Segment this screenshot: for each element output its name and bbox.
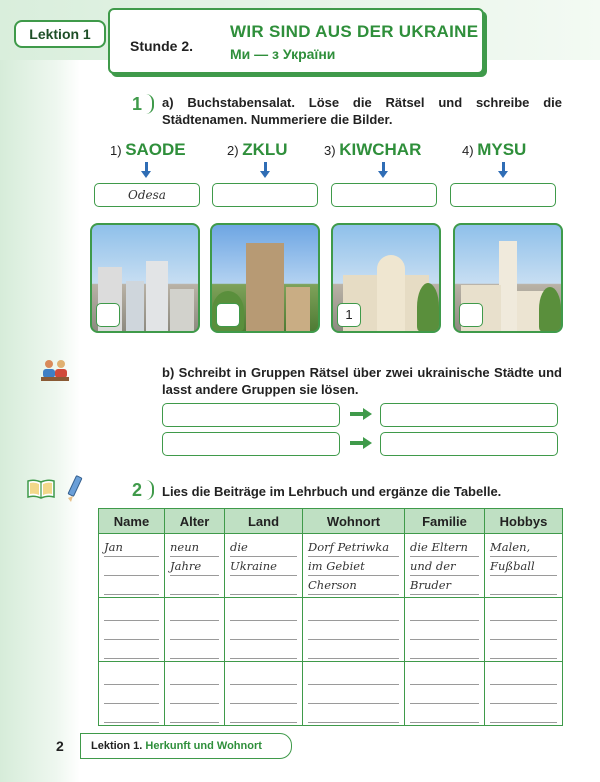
table-row <box>99 662 563 726</box>
photo-number-box-3[interactable]: 1 <box>337 303 361 327</box>
book-icon <box>26 478 56 500</box>
table-cell[interactable]: die Eltern und der Bruder <box>405 534 485 598</box>
pencil-icon <box>62 474 88 504</box>
exercise-number-1: 1 <box>124 92 150 116</box>
riddle-field-2[interactable] <box>162 432 340 456</box>
table-row <box>99 598 563 662</box>
table-cell[interactable] <box>99 662 165 726</box>
table-cell[interactable]: Jan <box>99 534 165 598</box>
puzzle-word-1: 1) SAODE <box>110 140 186 159</box>
info-table <box>98 508 563 726</box>
solution-field-2[interactable] <box>380 432 558 456</box>
table-cell[interactable] <box>405 662 485 726</box>
puzzle-word-2: 2) ZKLU <box>227 140 288 159</box>
answer-field-1[interactable]: Odesa <box>94 183 200 207</box>
column-header: Wohnort <box>303 509 405 534</box>
exercise-1a-instruction: a) Buchstabensalat. Löse die Rätsel und schreibe die Städtenamen. Nummeriere die Bilder. <box>162 95 562 127</box>
solution-field-1[interactable] <box>380 403 558 427</box>
answer-field-3[interactable] <box>331 183 437 207</box>
table-cell[interactable] <box>303 598 405 662</box>
table-cell[interactable]: neun Jahre <box>165 534 225 598</box>
column-header: Alter <box>165 509 225 534</box>
table-cell[interactable] <box>165 598 225 662</box>
answer-field-2[interactable] <box>212 183 318 207</box>
arrow-right-icon <box>350 438 372 448</box>
table-cell[interactable] <box>303 662 405 726</box>
city-photo-2 <box>210 223 320 333</box>
city-photo-3 <box>331 223 441 333</box>
column-header: Familie <box>405 509 485 534</box>
page-subtitle: Ми — з України <box>230 46 336 62</box>
riddle-field-1[interactable] <box>162 403 340 427</box>
table-cell[interactable] <box>405 598 485 662</box>
column-header: Land <box>225 509 303 534</box>
puzzle-word-4: 4) MYSU <box>462 140 527 159</box>
group-work-icon <box>40 358 70 382</box>
lesson-number: Stunde 2. <box>130 38 194 54</box>
city-photo-1 <box>90 223 200 333</box>
column-header: Hobbys <box>485 509 563 534</box>
exercise-1b-instruction: b) Schreibt in Gruppen Rätsel über zwei ukrainische Städte und lasst andere Gruppen sie lösen. <box>162 365 562 397</box>
answer-field-4[interactable] <box>450 183 556 207</box>
table-cell[interactable] <box>485 598 563 662</box>
page-title: WIR SIND AUS DER UKRAINE <box>230 22 479 41</box>
footer-topic: Herkunft und Wohnort <box>145 740 262 752</box>
table-header-row <box>99 509 563 534</box>
column-header: Name <box>99 509 165 534</box>
table-cell[interactable] <box>99 598 165 662</box>
table-cell[interactable] <box>485 662 563 726</box>
side-band <box>0 60 80 782</box>
table-cell[interactable] <box>165 662 225 726</box>
exercise-2-instruction: Lies die Beiträge im Lehrbuch und ergänze die Tabelle. <box>162 484 502 499</box>
puzzle-word-3: 3) KIWCHAR <box>324 140 422 159</box>
table-cell[interactable] <box>225 598 303 662</box>
lektion-badge: Lektion 1 <box>14 20 106 48</box>
table-row <box>99 534 563 598</box>
arrow-right-icon <box>350 409 372 419</box>
table-cell[interactable]: die Ukraine <box>225 534 303 598</box>
city-photo-4 <box>453 223 563 333</box>
footer-lektion: Lektion 1. <box>91 740 143 752</box>
table-cell[interactable]: Dorf Petriwka im Gebiet Cherson <box>303 534 405 598</box>
exercise-number-2: 2 <box>124 478 150 502</box>
table-cell[interactable] <box>225 662 303 726</box>
table-cell[interactable]: Malen, Fußball <box>485 534 563 598</box>
footer-label <box>80 733 292 759</box>
photo-number-box-1[interactable] <box>96 303 120 327</box>
photo-number-box-2[interactable] <box>216 303 240 327</box>
photo-number-box-4[interactable] <box>459 303 483 327</box>
page-number: 2 <box>56 738 64 754</box>
